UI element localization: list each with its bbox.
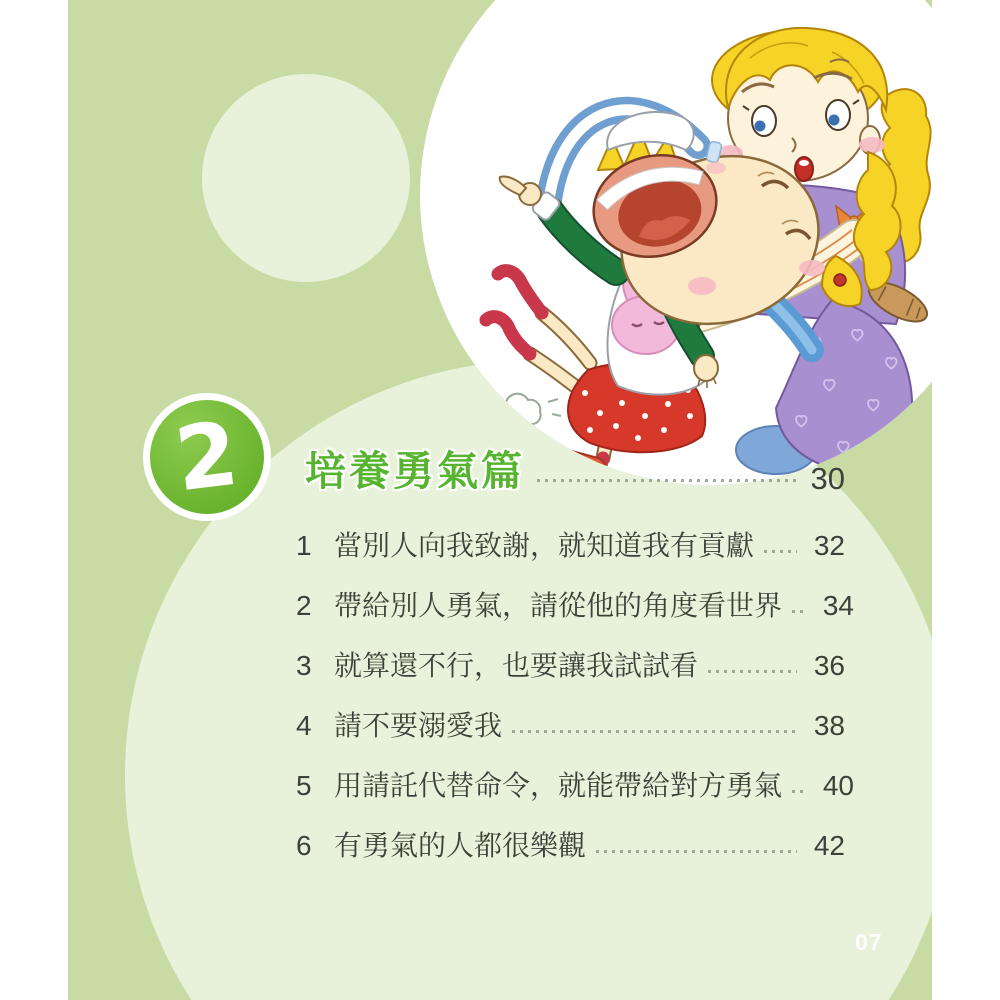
toc-item-title: 帶給別人勇氣，請從他的角度看世界 [334,590,783,622]
toc-item-title: 請不要溺愛我 [334,710,503,742]
toc-item-number: 3 [296,650,312,682]
toc-item-number: 4 [296,710,312,742]
toc-item-page: 32 [813,530,845,562]
toc-row [296,757,855,802]
toc-item-title: 當別人向我致謝，就知道我有貢獻 [334,530,755,562]
background-circle-top-left [202,74,410,282]
toc-row [296,697,845,742]
toc-item-page: 40 [822,770,855,802]
toc-item-page: 38 [813,710,845,742]
toc-list [296,517,855,877]
toc-row [296,637,845,682]
illustration-circle [420,0,932,485]
toc-row [296,817,845,862]
illustration-crying-child-and-mother [440,18,932,478]
toc-item-page: 36 [813,650,845,682]
dotted-leader [537,479,801,482]
toc-item-number: 5 [296,770,312,802]
dotted-leader [708,670,797,673]
toc-row [296,517,845,562]
toc-item-number: 2 [296,590,312,622]
toc-item-title: 有勇氣的人都很樂觀 [334,830,587,862]
dotted-leader [764,550,797,553]
section-number-badge [143,393,271,521]
section-page-number: 30 [810,460,845,496]
toc-item-title: 用請託代替命令，就能帶給對方勇氣 [334,770,783,802]
dotted-leader [792,610,806,613]
section-title: 培養勇氣篇 [305,448,525,494]
toc-item-page: 34 [822,590,855,622]
dust-puff [491,394,561,438]
dotted-leader [512,730,797,733]
toc-item-page: 42 [813,830,845,862]
toc-row [296,577,855,622]
toc-item-number: 6 [296,830,312,862]
dotted-leader [596,850,797,853]
dotted-leader [792,790,806,793]
page-folio: 07 [855,929,883,955]
section-title-row [305,448,845,495]
toc-item-title: 就算還不行，也要讓我試試看 [334,650,699,682]
section-number: 2 [170,401,244,512]
book-page [68,0,932,1000]
toc-item-number: 1 [296,530,312,562]
